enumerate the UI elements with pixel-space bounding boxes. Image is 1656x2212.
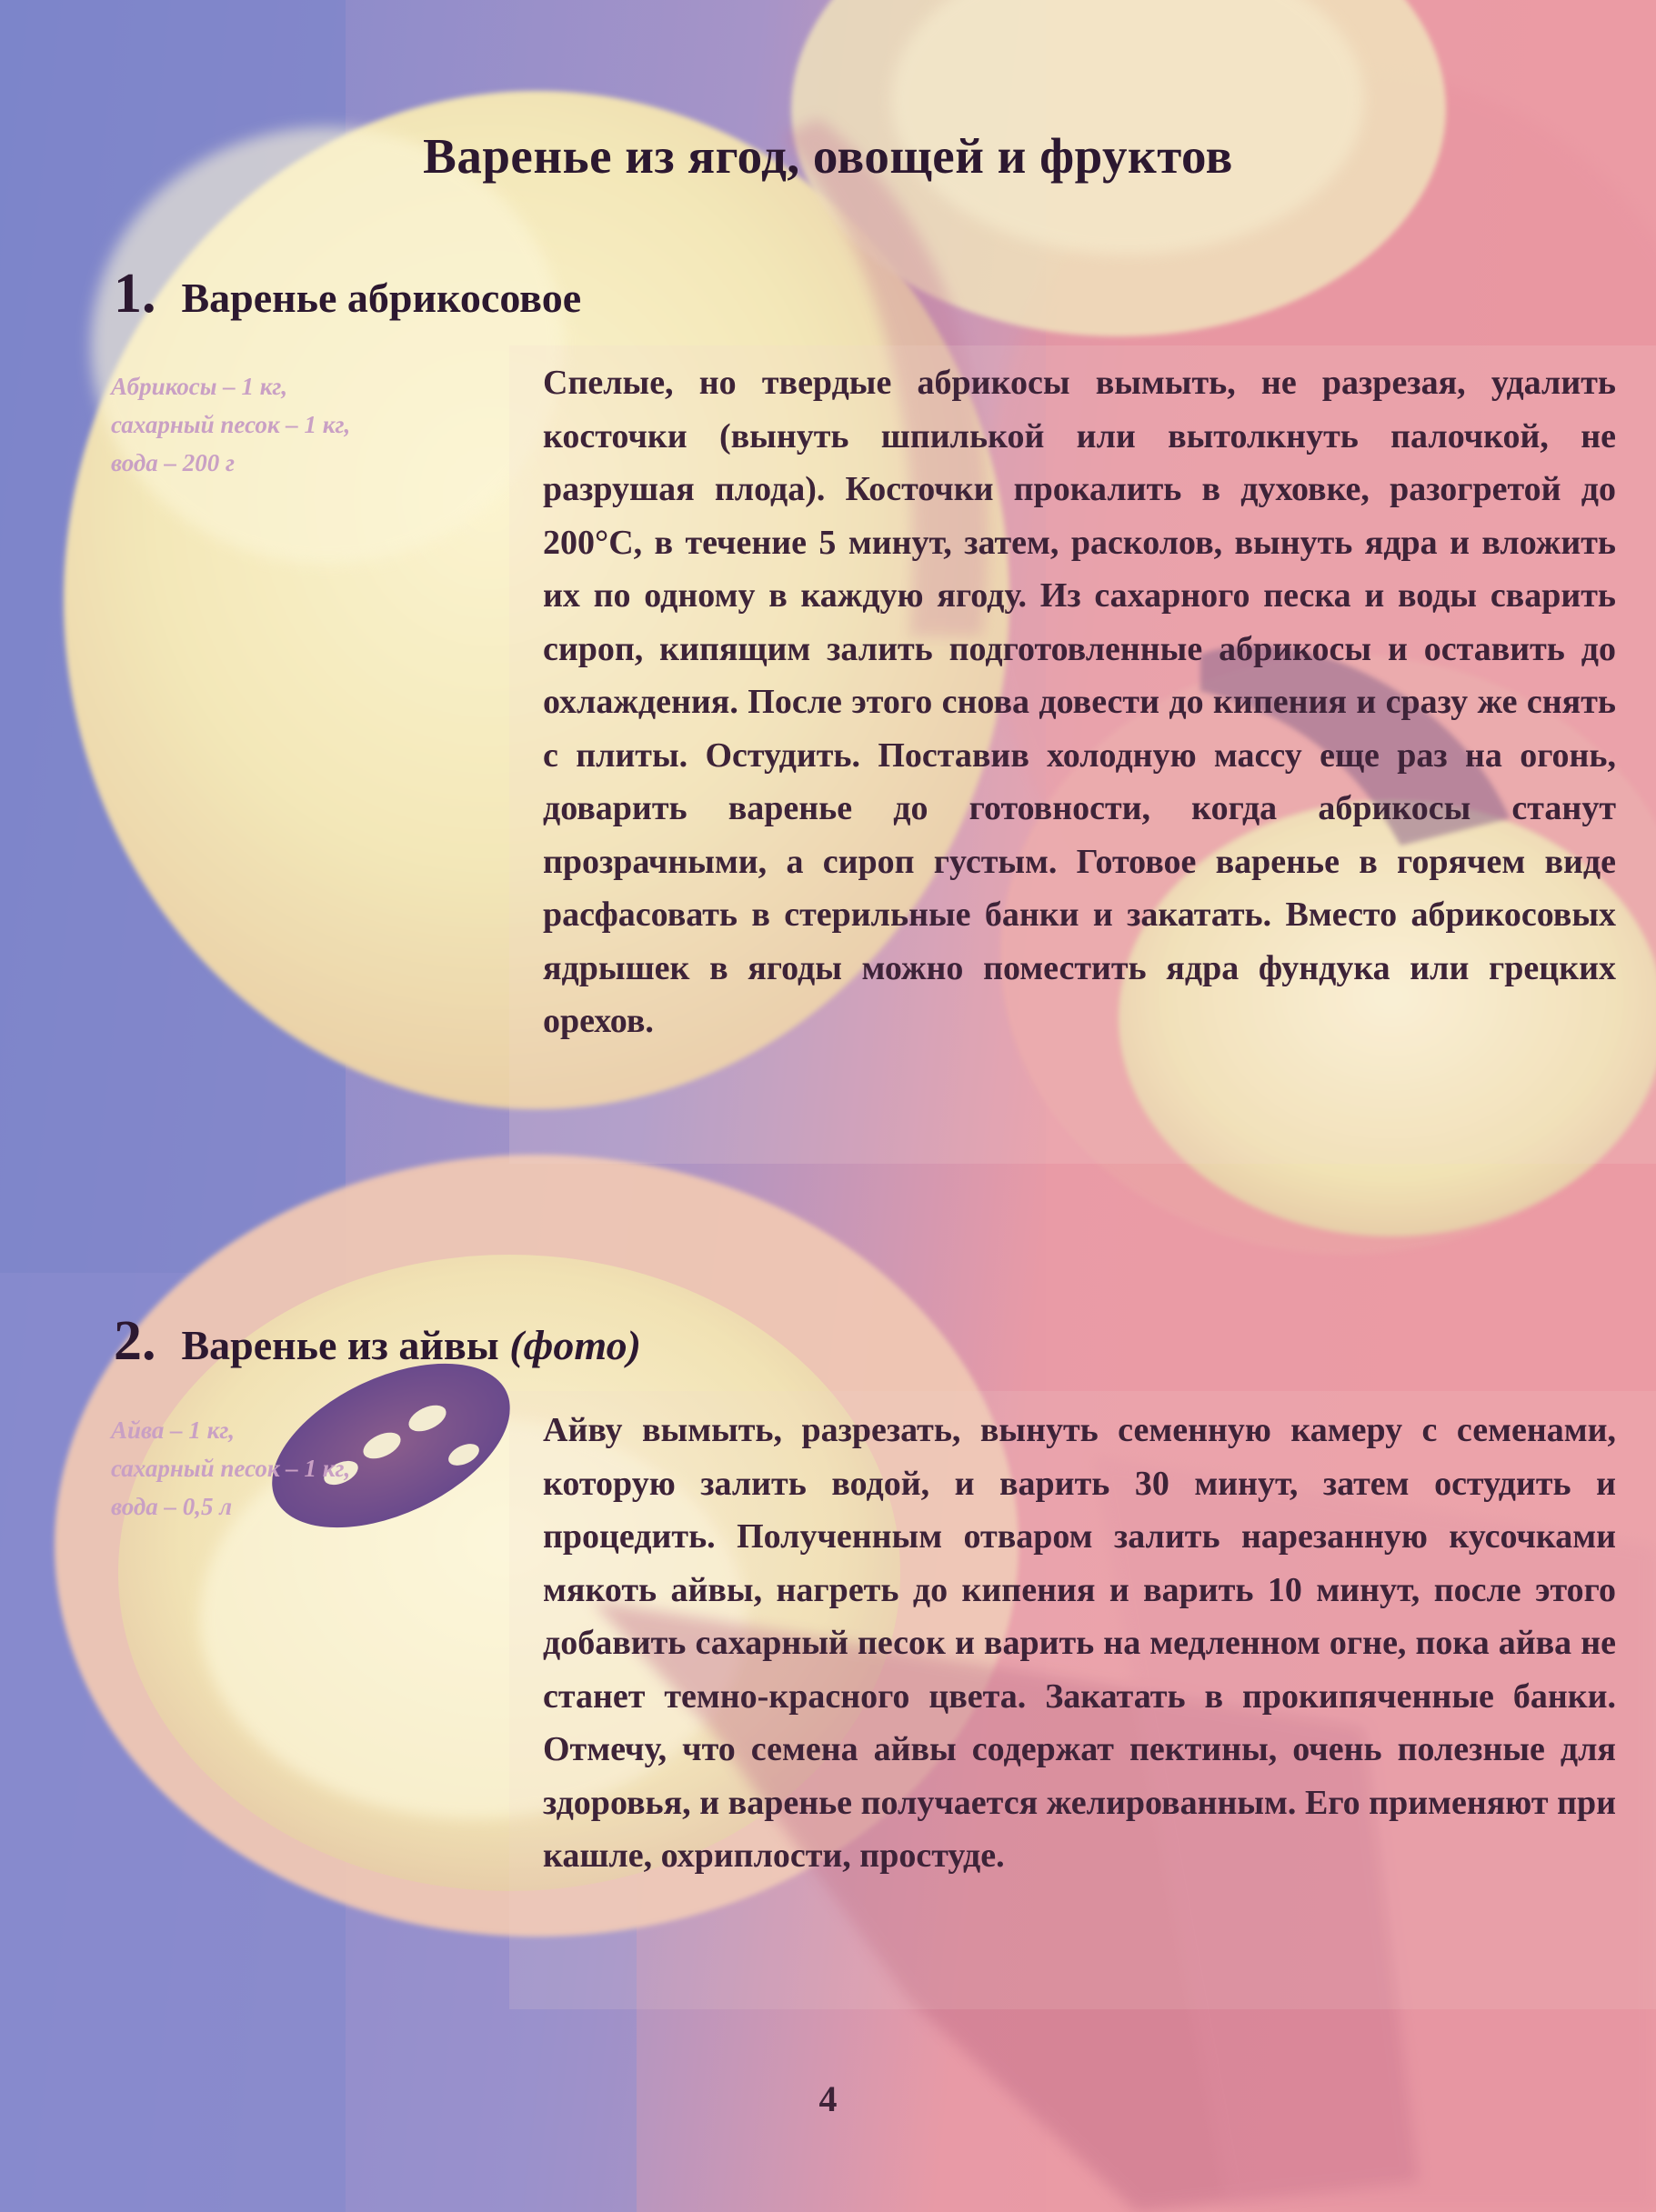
recipe-heading: [114, 262, 581, 326]
ingredient-line: сахарный песок – 1 кг,: [111, 1455, 351, 1482]
ingredients-list: [111, 367, 493, 482]
ingredients-list: [111, 1411, 493, 1526]
page-number: 4: [818, 2078, 838, 2119]
ingredient-line: вода – 200 г: [111, 449, 235, 476]
ingredient-line: вода – 0,5 л: [111, 1493, 233, 1520]
photo-note: (фото): [509, 1322, 641, 1368]
ingredient-line: Абрикосы – 1 кг,: [111, 373, 288, 400]
recipe-number: 2.: [114, 1310, 156, 1372]
recipe-number: 1.: [114, 263, 156, 325]
recipe-title: Варенье абрикосовое: [181, 275, 582, 321]
page-title: Варенье из ягод, овощей и фруктов: [423, 128, 1233, 184]
recipe-heading: [114, 1309, 641, 1374]
recipe-instructions: Спелые, но твердые абрикосы вымыть, не разрезая, удалить косточки (вынуть шпилькой или вытолкнуть палочкой, не разрушая плода). Косточки прокалить в духовке, разогретой до 200°С, в течение 5 минут, затем, расколов, вынуть ядра и вложить их по одному в каждую ягоду. Из сахарного песка и воды сварить сироп, кипящим залить подготовленные абрикосы и оставить до охлаждения. После этого снова довести до кипения и сразу же снять с плиты. Остудить. Поставив холодную массу еще раз на огонь, доварить варенье до готовности, когда абрикосы станут прозрачными, а сироп густым. Готовое варенье в горячем виде расфасовать в стерильные банки и закатать. Вместо абрикосовых ядрышек в ягоды можно поместить ядра фундука или грецких орехов.: [543, 364, 1616, 1040]
ingredient-line: сахарный песок – 1 кг,: [111, 411, 351, 438]
recipe-title: Варенье из айвы: [181, 1322, 499, 1368]
recipe-instructions: Айву вымыть, разрезать, вынуть семенную камеру с семенами, которую залить водой, и варить 30 минут, затем остудить и процедить. Полученным отваром залить нарезанную кусочками мякоть айвы, нагреть до кипения и варить 10 минут, после этого добавить сахарный песок и варить на медленном огне, пока айва не станет темно-красного цвета. Закатать в прокипяченные банки. Отмечу, что семена айвы содержат пектины, очень полезные для здоровья, и варенье получается желированным. Его применяют при кашле, охриплости, простуде.: [543, 1411, 1616, 1875]
ingredient-line: Айва – 1 кг,: [111, 1416, 236, 1444]
